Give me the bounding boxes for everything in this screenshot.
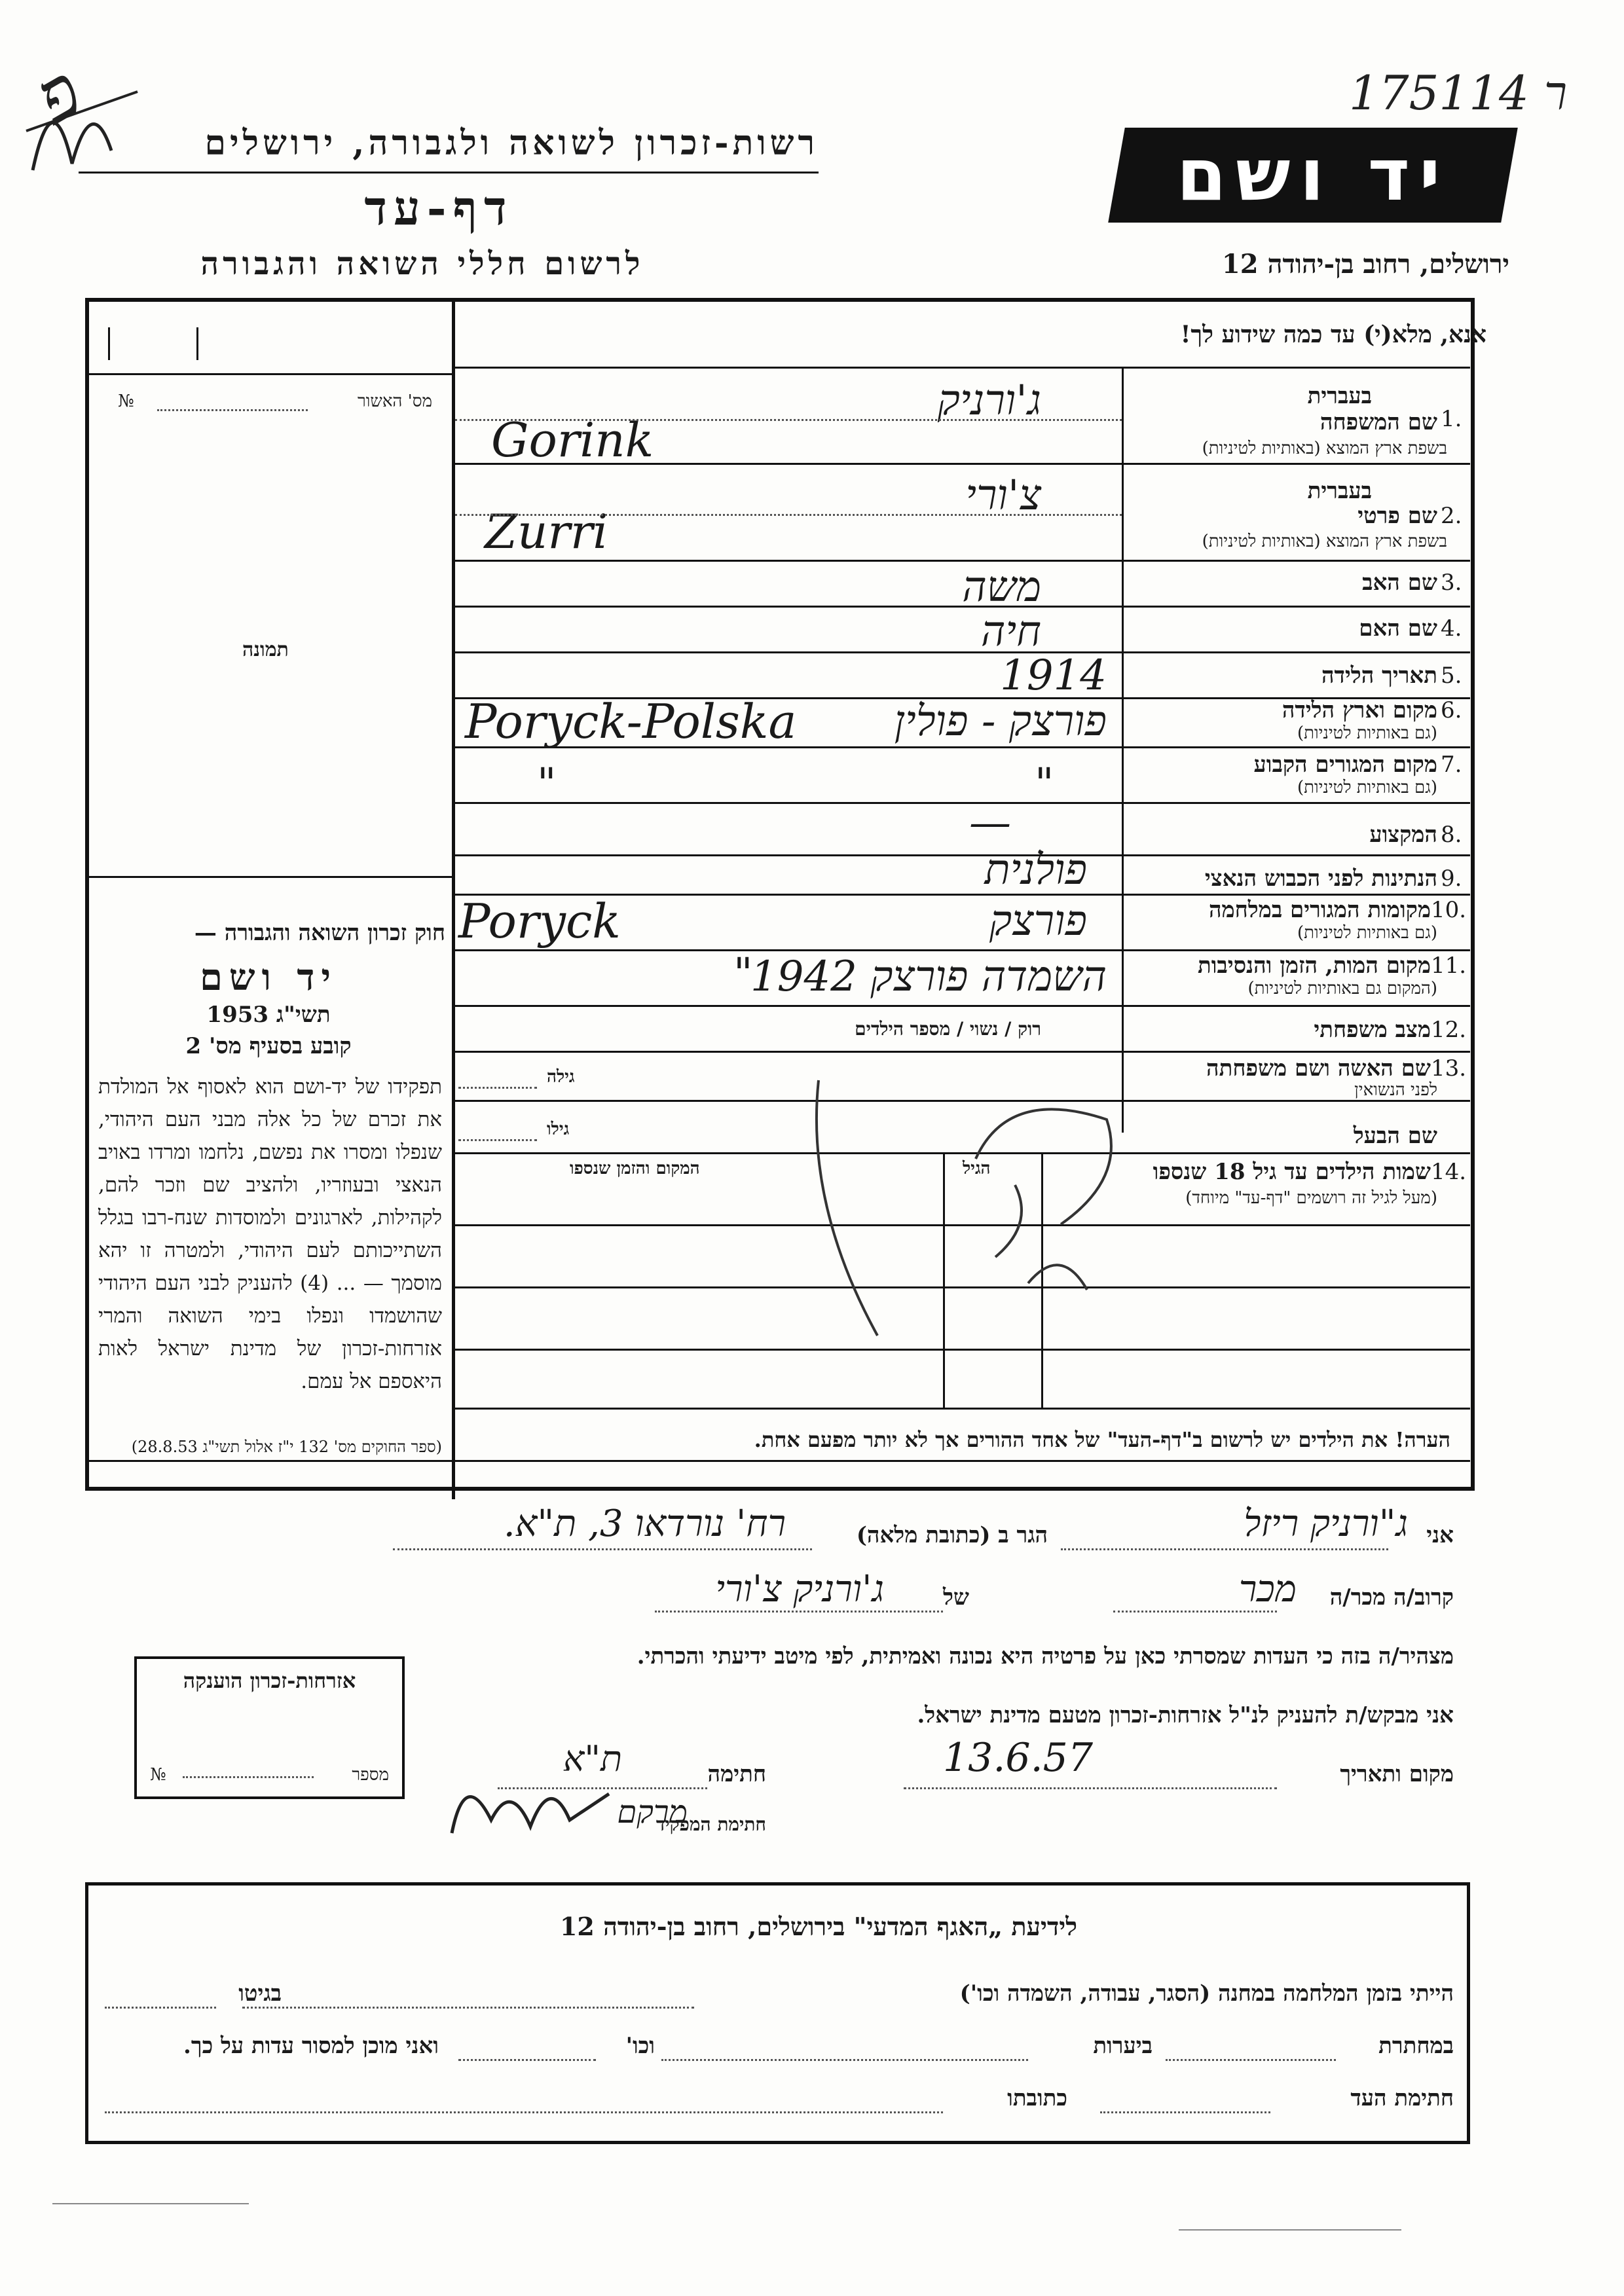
photo-frame-mark (196, 327, 212, 360)
decl-date-dotline (904, 1787, 1277, 1789)
decl-relative-value: מכר (1238, 1568, 1297, 1611)
bottom-line3-a-dotline (1100, 2111, 1270, 2113)
photo-frame-top (108, 327, 123, 360)
decl-ani: אני (1426, 1522, 1454, 1548)
death-place: השמדה פורצק 1942 (750, 953, 1107, 1001)
verifier-signature (439, 1755, 635, 1859)
bottom-title: לידיעת „האגף המדעי" בירושלים, רחוב בן-יהודה 12 (559, 1912, 1078, 1941)
field-1-label: שם המשפחה (1320, 409, 1437, 435)
top-note: ר 175114 (1349, 65, 1568, 120)
children-col-place: המקום והזמן שנספו (570, 1159, 700, 1178)
field-6-number: 6. (1441, 697, 1462, 723)
left-column-divider (452, 301, 455, 1499)
logo (1108, 128, 1518, 223)
decl-of-dotline (655, 1611, 943, 1613)
decl-statement: מצהיר/ה בזה כי העדות שמסרתי כאן על פרטיה היא נכונה ואמיתית, לפי מיטב ידיעתי והכרתי. (637, 1643, 1454, 1669)
field-3-label: שם האב (1362, 570, 1437, 596)
photo-bottom-line (88, 876, 452, 878)
field-7-sub: (גם באותיות לטיניות) (1297, 778, 1437, 797)
address: ירושלים, רחוב בן-יהודה 12 (1221, 249, 1509, 280)
field-13-label: שם האשה ושם משפחתה (1206, 1055, 1431, 1082)
decl-resides: הגר ב (כתובת מלאה) (856, 1522, 1048, 1548)
org-line: רשות-זכרון לשואה ולגבורה, ירושלים (204, 123, 819, 163)
residence-ditto-1: " (537, 759, 557, 808)
decl-place-date: מקום ותאריך (1340, 1761, 1454, 1787)
bottom-left-border (85, 1882, 88, 2144)
field-12-number: 12. (1431, 1017, 1467, 1043)
approval-no-label: № (118, 392, 134, 411)
bottom-line1-end: בגיטו (238, 1980, 282, 2007)
photo-label: תמונה (242, 638, 289, 661)
logo-text: יד ושם (1176, 133, 1450, 217)
field-1-number: 1. (1441, 406, 1462, 432)
field-10-sub: (גם באותיות לטיניות) (1297, 923, 1437, 943)
decl-verifier-value: מרקם (617, 1794, 688, 1831)
field-7-number: 7. (1441, 752, 1462, 778)
field-10-label: מקומות המגורים במלחמה (1208, 897, 1431, 923)
decl-address-value: רח' נורדאו 3, ת"א. (503, 1503, 786, 1545)
bottom-line2-a: במחתרת (1378, 2033, 1454, 2059)
bottom-line1-dotline (242, 2007, 694, 2009)
field-14-label: שם הבעל (1353, 1123, 1437, 1149)
bottom-line3-a: חתימת העד (1350, 2085, 1454, 2111)
war-residence-hebrew: פורצק (989, 897, 1087, 945)
corner-scribble: פ (20, 48, 96, 140)
death-ditto: " (733, 949, 753, 998)
firstname-latin: Zurri (485, 504, 608, 559)
bottom-top-border (85, 1882, 1470, 1886)
field-14-age: גילו (547, 1120, 570, 1139)
row-line-7 (455, 802, 1470, 804)
field-11-sub: (המקום גם באותיות לטיניות) (1247, 979, 1437, 998)
field-2-number: 2. (1441, 503, 1462, 529)
law-ref: (ספר החוקים מס' 132 י"ז אלול תשי"ג 28.8.53) (131, 1438, 442, 1456)
citizenship-title: אזרחות-זכרון הוענקה (183, 1668, 356, 1693)
decl-relative-dotline (1113, 1611, 1277, 1613)
field-11-label: מקום המות, הזמן והנסיבות (1197, 953, 1431, 979)
field-15-number: 14. (1431, 1159, 1467, 1185)
row-line-10 (455, 949, 1470, 951)
approval-line (88, 373, 452, 375)
field-13-age-dotline (458, 1087, 537, 1089)
war-residence-latin: Poryck (458, 894, 621, 949)
decl-ani-value: ג"ורניק ריזל (1244, 1503, 1408, 1545)
field-10-number: 10. (1431, 897, 1467, 923)
field-13-number: 13. (1431, 1055, 1467, 1082)
bottom-line1: הייתי בזמן המלחמה במחנה (הסגר, עבודה, השמדה וכו') (959, 1980, 1454, 2007)
form-subtitle: לרשום חללי השואה והגבורה (200, 246, 644, 282)
decl-request: אני מבקש/ת להעניק לנ"ל אזרחות-זכרון מטעם מדינת ישראל. (917, 1702, 1454, 1728)
field-5-number: 5. (1441, 663, 1462, 689)
field-4-label: שם האם (1359, 615, 1437, 642)
law-name: יד ושם (199, 956, 338, 999)
bottom-line2-c-dotline (458, 2059, 596, 2061)
bottom-line2-c: וכו' (625, 2033, 655, 2059)
field-4-number: 4. (1441, 615, 1462, 642)
corner-scribble-mark (13, 52, 144, 196)
mother-name: חיה (980, 608, 1041, 656)
field-5-label: תאריך הלידה (1321, 663, 1437, 689)
bottom-right-border (1467, 1882, 1470, 2144)
law-section: קובע בסעיף מס' 2 (185, 1033, 352, 1059)
row-line-11 (455, 1005, 1470, 1007)
birthplace-latin: Poryck-Polska (465, 694, 797, 749)
bottom-line1-end-dotline (105, 2007, 216, 2009)
field-1-hebrew-tag: בעברית (1307, 383, 1372, 409)
note-line (88, 1460, 1470, 1462)
field-11-number: 11. (1431, 953, 1467, 979)
field-6-label: מקום וארץ הלידה (1282, 697, 1437, 723)
row-line-2 (455, 560, 1470, 562)
field-12-label: מצב משפחתי (1314, 1017, 1431, 1043)
field-9-number: 9. (1441, 866, 1462, 892)
stray-line-2 (1179, 2229, 1401, 2231)
law-body: תפקידו של יד-ושם הוא לאסוף אל המולדת את זכרם של כל אלה מבני העם היהודי, שנפלו ומסרו את נפשם, נלחמו ומרדו באויב הנאצי ובעוזריו, ולהציב שם וזכר להם, לקהילות, לארגונים ולמוסדות שנח-רבו בגלל השתייכותם לעם היהודי, ולמטרה זו יהא מוסמך — ... (4) להעניק לבני העם היהודי שהושמדו ונפלו בימי השואה והמרי אזרחות-זכרון של מדינת ישראל לאות היאספם אל עמם. (98, 1075, 442, 1393)
field-2-divider (455, 514, 1122, 516)
handwriting-scribble (779, 1008, 1146, 1375)
bottom-line3-b-dotline (105, 2111, 943, 2113)
bottom-bottom-border (85, 2141, 1470, 2144)
field-1-sub: בשפת ארץ המוצא (באותיות לטיניות) (1202, 439, 1447, 458)
decl-verifier: חתימת המפקיד (655, 1813, 766, 1835)
row-line-18 (455, 1408, 1470, 1410)
form-title: דף-עד (364, 180, 513, 236)
decl-of-value: ג'ורניק צ'ורי (715, 1568, 884, 1611)
bottom-line2-b: ביערות (1093, 2033, 1153, 2059)
field-15-sub: (מעל לגיל זה רושמים "דף-עד" מיוחד) (1185, 1188, 1437, 1208)
birth-date: 1914 (1000, 651, 1107, 700)
surname-hebrew: ג'ורניק (937, 376, 1041, 425)
field-8-label: המקצוע (1369, 822, 1437, 848)
firstname-hebrew: צ'ורי (965, 471, 1041, 520)
bottom-line2-a-dotline (1166, 2059, 1336, 2061)
bottom-line2-b-dotline (661, 2059, 1028, 2061)
row-line-4 (455, 651, 1470, 653)
org-underline (79, 172, 819, 173)
residence-ditto-2: " (1035, 759, 1054, 808)
field-7-label: מקום המגורים הקבוע (1253, 752, 1437, 778)
field-6-sub: (גם באותיות לטיניות) (1297, 723, 1437, 743)
field-9-label: הנתינות לפני הכבוש הנאצי (1204, 866, 1437, 892)
decl-relative: קרוב/ה מכר/ה (1329, 1584, 1454, 1611)
surname-latin: Gorink (491, 412, 654, 467)
profession: — (969, 799, 1011, 847)
field-1-divider (455, 419, 1122, 421)
field-3-number: 3. (1441, 570, 1462, 596)
father-name: משה (962, 563, 1041, 611)
bottom-line3-b: כתובתו (1007, 2085, 1067, 2111)
field-13-sub: לפני הנשואין (1354, 1080, 1437, 1100)
field-13-age: גילה (547, 1067, 575, 1087)
citizenship-dotline (183, 1776, 314, 1778)
decl-signature: חתימה (707, 1761, 766, 1787)
decl-of: של (943, 1584, 969, 1611)
field-2-label: שם פרטי (1357, 503, 1437, 529)
field-12-options: רוק / נשוי / מספר הילדים (855, 1018, 1041, 1040)
field-2-sub: בשפת ארץ המוצא (באותיות לטיניות) (1202, 532, 1447, 551)
decl-signature-value: ת"א (563, 1738, 622, 1779)
instruction: אנא, מלא(י) עד כמה שידוע לך! (1180, 321, 1486, 348)
decl-address-dotline (393, 1548, 812, 1550)
bottom-line2-d: ואני מוכן למסור עדות על כך. (183, 2033, 439, 2059)
law-year: תשי"ג 1953 (206, 1002, 331, 1028)
approval-label: מס' האשור (357, 392, 432, 411)
law-title: חוק זכרון השואה והגבורה — (194, 920, 445, 946)
citizenship-number: מספר (352, 1765, 389, 1785)
decl-date-value: 13.6.57 (943, 1735, 1094, 1781)
field-8-number: 8. (1441, 822, 1462, 848)
stray-line-1 (52, 2203, 249, 2204)
note: הערה! את הילדים יש לרשום ב"דף-העד" של אחד ההורים אך לא יותר מפעם אחת. (754, 1427, 1450, 1452)
citizenship-box (134, 1656, 405, 1799)
field-14-age-dotline (458, 1139, 537, 1141)
row-line-8 (455, 854, 1470, 856)
citizenship-no: № (150, 1765, 166, 1785)
instruction-underline (455, 367, 1470, 369)
citizenship: פולנית (984, 846, 1087, 894)
children-col-age: הגיל (963, 1159, 991, 1178)
decl-ani-dotline (1061, 1548, 1388, 1550)
field-15-label: שמות הילדים עד גיל 18 שנספו (1153, 1159, 1431, 1185)
birthplace-hebrew: פורצק - פולין (894, 697, 1107, 746)
field-2-hebrew-tag: בעברית (1307, 478, 1372, 504)
approval-dotline (157, 409, 308, 411)
